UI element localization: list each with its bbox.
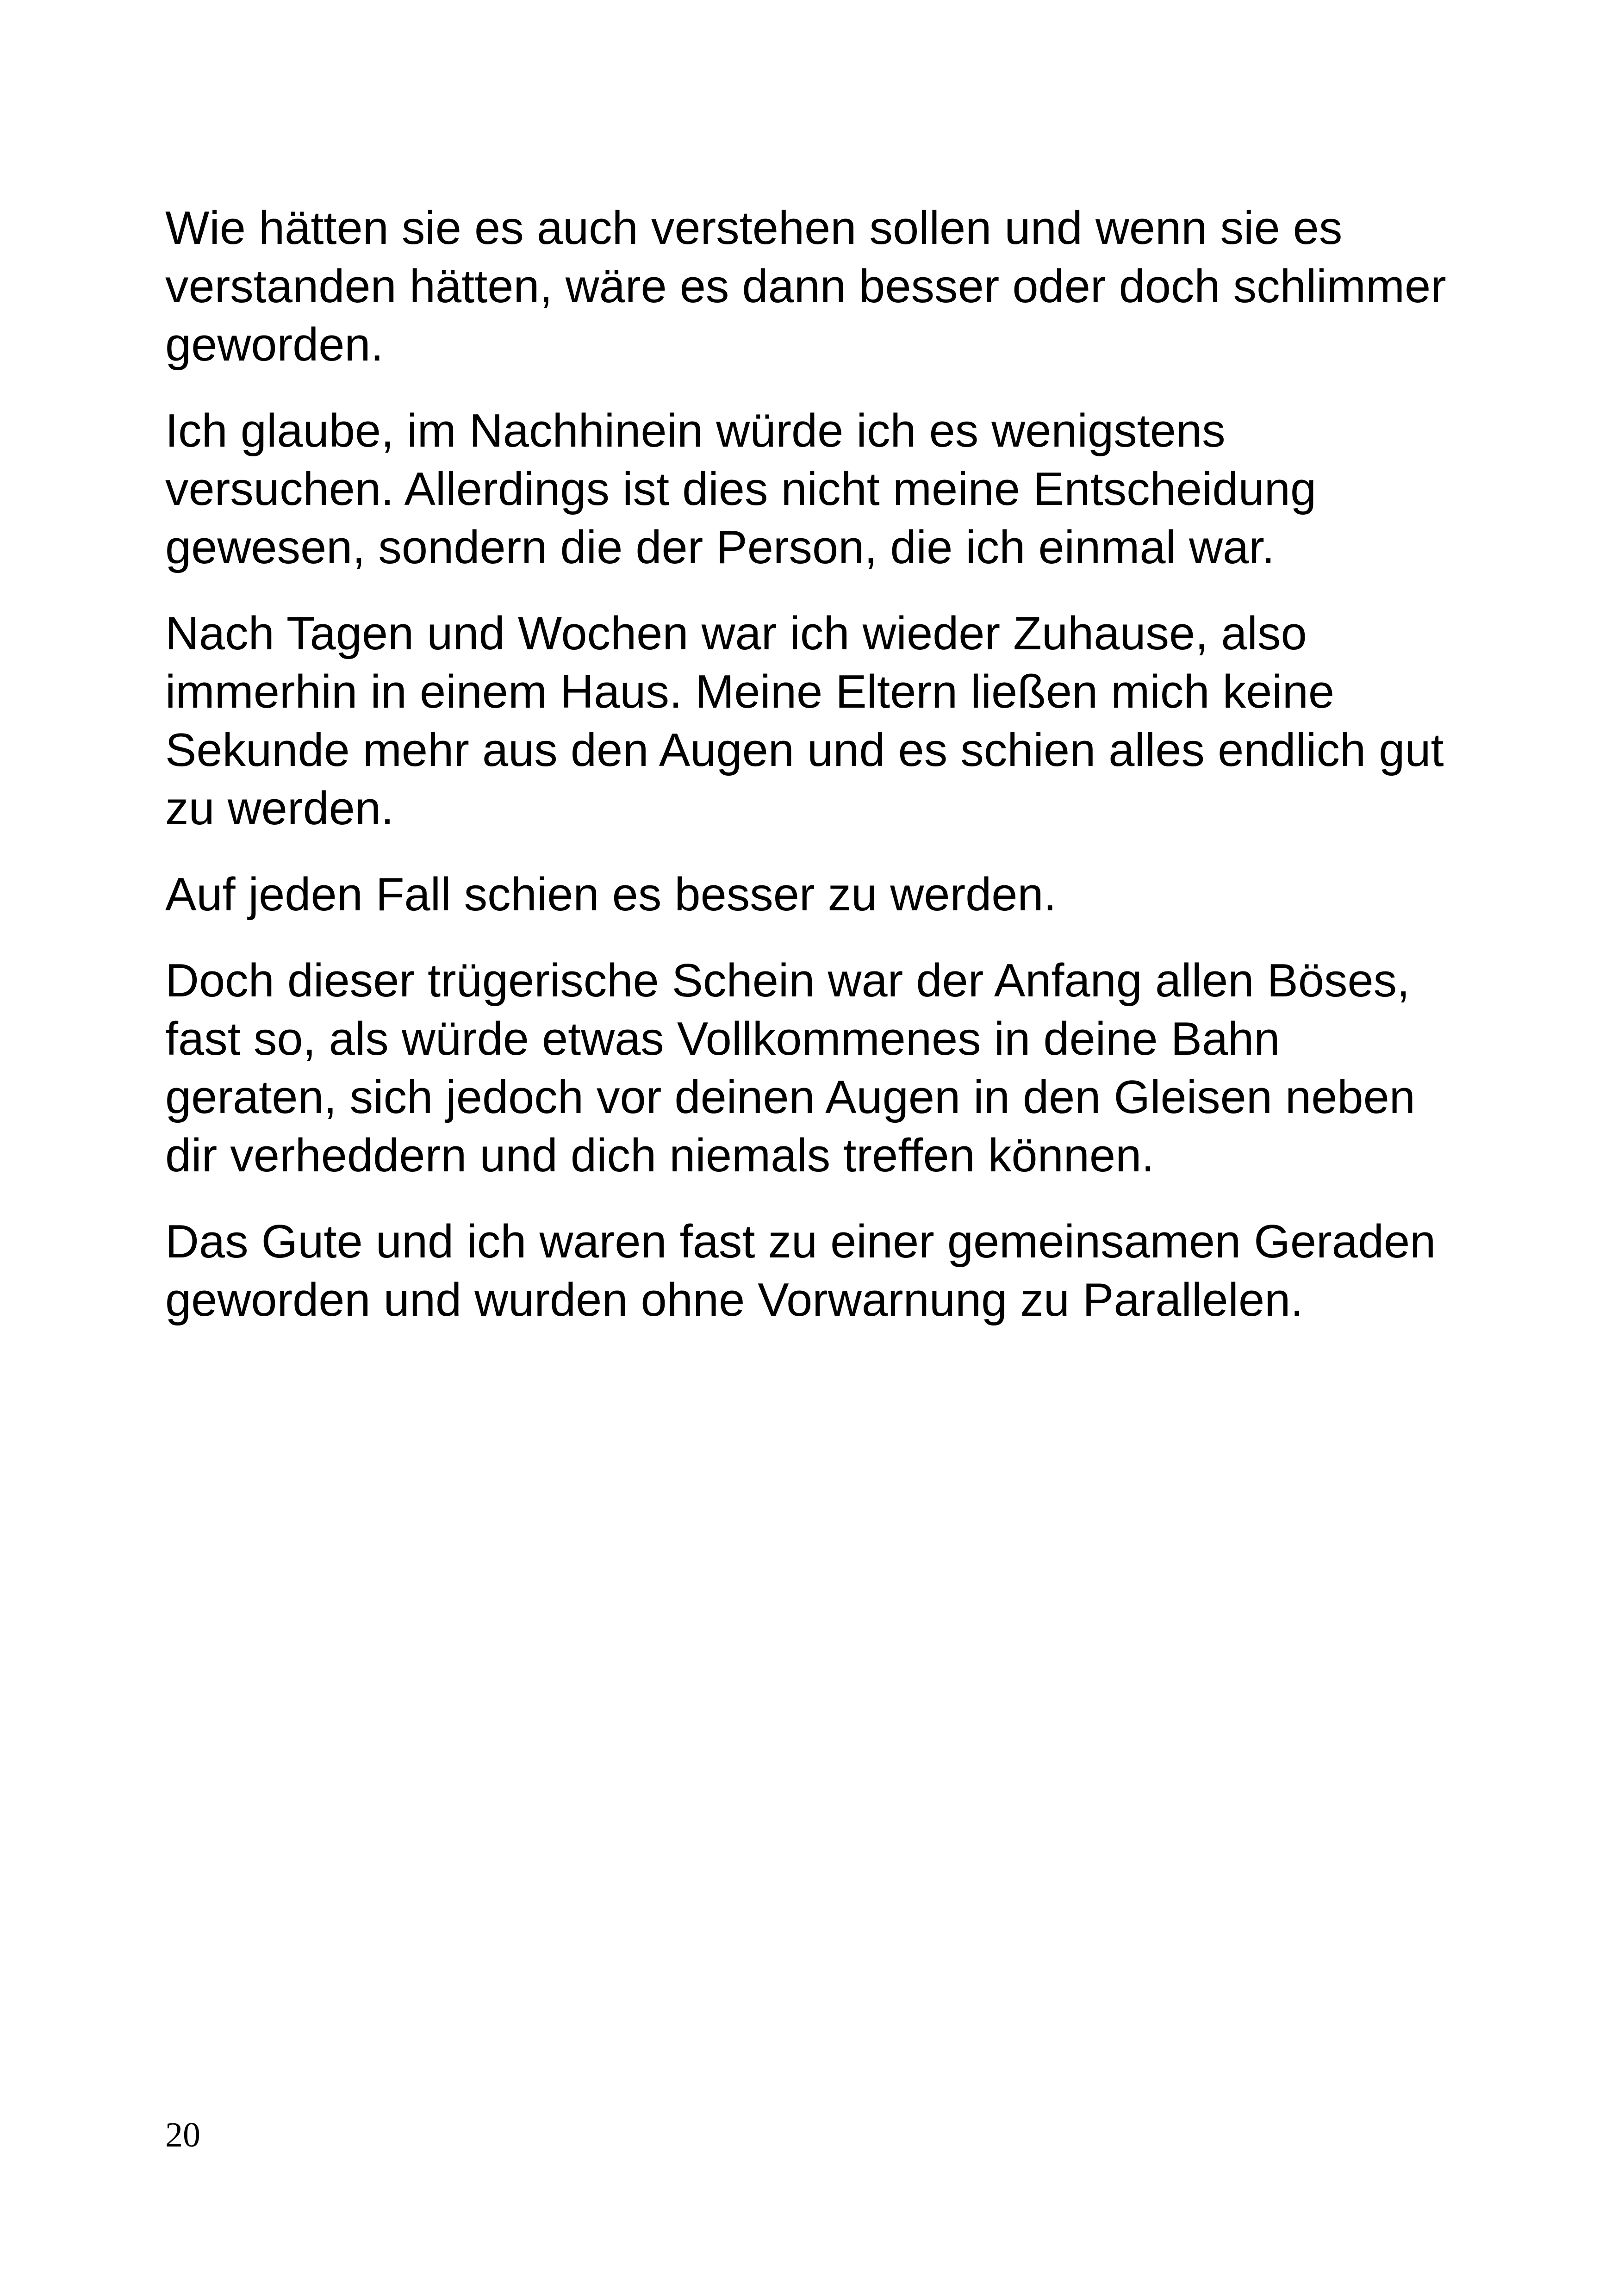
text-line: verstanden hätten, wäre es dann besser oder doch schlimmer [165,261,1446,312]
text-line: gewesen, sondern die der Person, die ich einmal war. [165,522,1275,573]
paragraph [165,402,1461,577]
text-line: fast so, als würde etwas Vollkommenes in deine Bahn [165,1013,1280,1065]
paragraph [165,199,1461,374]
text-line: geworden. [165,319,384,371]
text-line: geraten, sich jedoch vor deinen Augen in den Gleisen neben [165,1071,1415,1123]
text-line: geworden und wurden ohne Vorwarnung zu Parallelen. [165,1274,1304,1326]
paragraph [165,952,1461,1185]
text-line: Das Gute und ich waren fast zu einer gemeinsamen Geraden [165,1216,1436,1268]
text-line: Auf jeden Fall schien es besser zu werden. [165,869,1057,921]
paragraph [165,604,1461,838]
text-line: Doch dieser trügerische Schein war der Anfang allen Böses, [165,955,1410,1007]
text-line: Wie hätten sie es auch verstehen sollen und wenn sie es [165,202,1343,254]
body-text [165,199,1461,1357]
paragraph [165,1213,1461,1329]
text-line: immerhin in einem Haus. Meine Eltern ließen mich keine [165,666,1335,718]
text-line: Ich glaube, im Nachhinein würde ich es wenigstens [165,405,1226,457]
text-line: dir verheddern und dich niemals treffen können. [165,1130,1155,1182]
text-line: zu werden. [165,783,394,834]
page-number: 20 [165,2116,200,2154]
text-line: versuchen. Allerdings ist dies nicht meine Entscheidung [165,463,1317,515]
text-line: Sekunde mehr aus den Augen und es schien alles endlich gut [165,724,1444,776]
paragraph [165,865,1461,924]
text-line: Nach Tagen und Wochen war ich wieder Zuhause, also [165,608,1307,660]
